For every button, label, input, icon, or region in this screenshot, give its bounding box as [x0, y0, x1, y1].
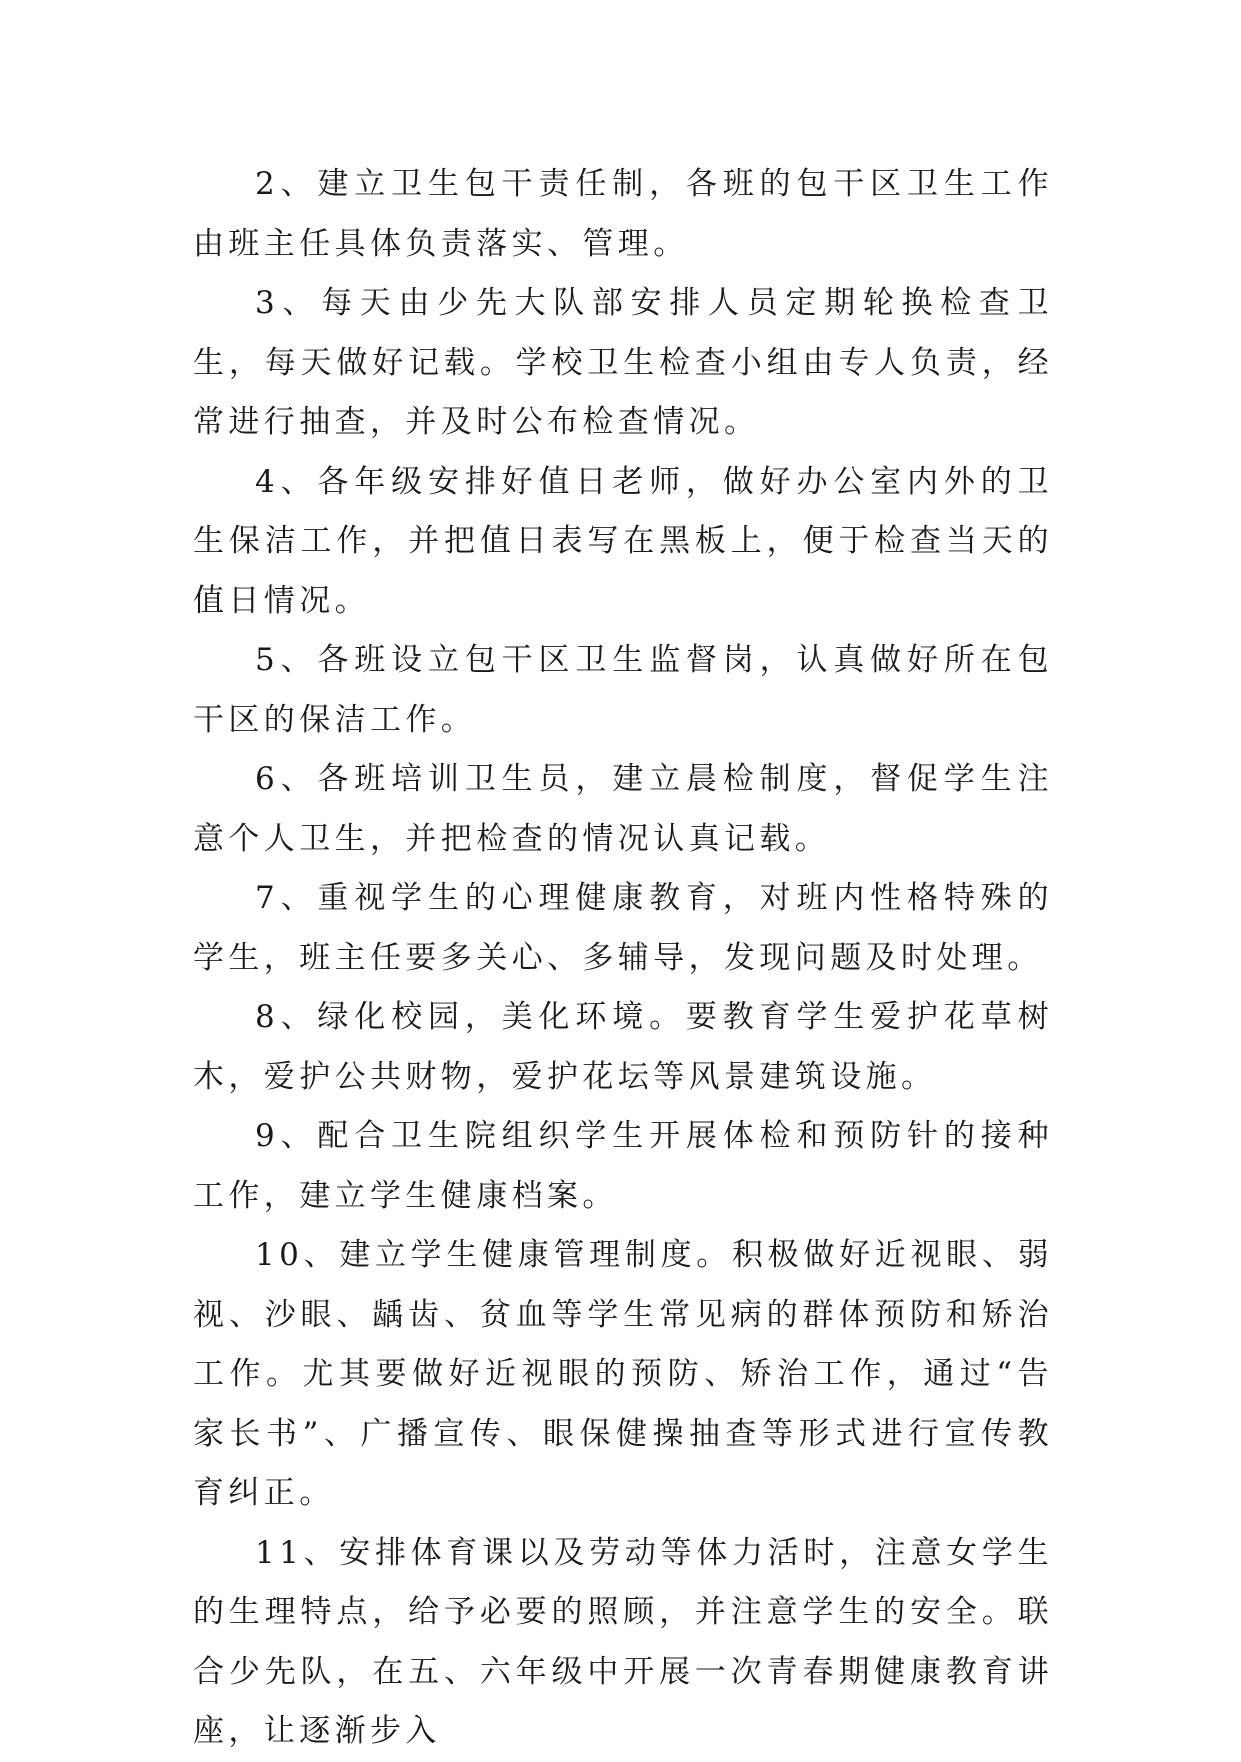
- paragraph-item-6: 6、各班培训卫生员，建立晨检制度，督促学生注意个人卫生，并把检查的情况认真记载。: [193, 761, 1053, 857]
- paragraph-item-8: 8、绿化校园，美化环境。要教育学生爱护花草树木，爱护公共财物，爱护花坛等风景建筑设施。: [193, 999, 1053, 1095]
- document-body: [193, 155, 1053, 1762]
- paragraph-item-2: 2、建立卫生包干责任制，各班的包干区卫生工作由班主任具体负责落实、管理。: [193, 166, 1053, 262]
- paragraph-item-5: 5、各班设立包干区卫生监督岗，认真做好所在包干区的保洁工作。: [193, 642, 1053, 738]
- paragraph-item-7: 7、重视学生的心理健康教育，对班内性格特殊的学生，班主任要多关心、多辅导，发现问题及时处理。: [193, 880, 1053, 976]
- paragraph-item-4: 4、各年级安排好值日老师，做好办公室内外的卫生保洁工作，并把值日表写在黑板上，便于检查当天的值日情况。: [193, 463, 1053, 619]
- paragraph-item-9: 9、配合卫生院组织学生开展体检和预防针的接种工作，建立学生健康档案。: [193, 1118, 1053, 1214]
- paragraph-item-3: 3、每天由少先大队部安排人员定期轮换检查卫生，每天做好记载。学校卫生检查小组由专人负责，经常进行抽查，并及时公布检查情况。: [193, 285, 1053, 440]
- paragraph-item-10: 10、建立学生健康管理制度。积极做好近视眼、弱视、沙眼、龋齿、贫血等学生常见病的群体预防和矫治工作。尤其要做好近视眼的预防、矫治工作，通过“告家长书”、广播宣传、眼保健操抽查等形式进行宣传教育纠正。: [193, 1237, 1053, 1511]
- paragraph-item-11: 11、安排体育课以及劳动等体力活时，注意女学生的生理特点，给予必要的照顾，并注意学生的安全。联合少先队，在五、六年级中开展一次青春期健康教育讲座，让逐渐步入: [193, 1534, 1053, 1749]
